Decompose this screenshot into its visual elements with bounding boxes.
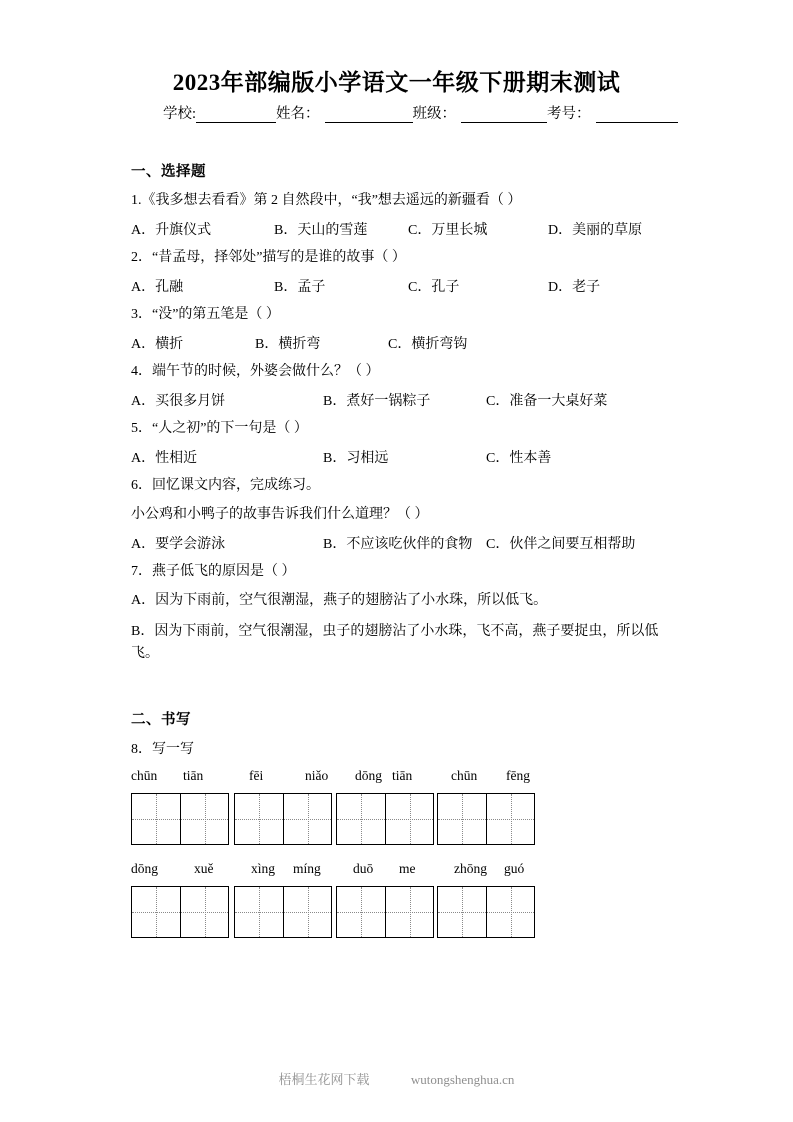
writing-cell[interactable] bbox=[385, 794, 433, 844]
writing-cell[interactable] bbox=[337, 887, 385, 937]
pinyin-1-2: tiān bbox=[183, 768, 204, 784]
option-3c[interactable]: C．横折弯钩 bbox=[388, 337, 468, 352]
field-school-label: 学校: bbox=[163, 106, 197, 122]
question-substem-6: 小公鸡和小鸭子的故事告诉我们什么道理？（ ） bbox=[131, 507, 429, 522]
writing-cell[interactable] bbox=[438, 794, 486, 844]
pinyin-row-1 bbox=[131, 768, 671, 788]
writing-cell[interactable] bbox=[132, 887, 180, 937]
writing-cell[interactable] bbox=[235, 794, 283, 844]
pinyin-row-2 bbox=[131, 861, 671, 881]
option-2b[interactable]: B．孟子 bbox=[274, 280, 326, 295]
writing-grid-pair-5[interactable] bbox=[131, 886, 229, 938]
pinyin-6-2: míng bbox=[293, 861, 321, 877]
field-school-blank[interactable] bbox=[196, 108, 276, 123]
question-stem-4: 4．端午节的时候，外婆会做什么？（ ） bbox=[131, 364, 380, 379]
writing-cell[interactable] bbox=[486, 794, 534, 844]
field-exam-number-blank[interactable] bbox=[596, 108, 678, 123]
exam-content bbox=[131, 160, 671, 954]
page-title: 2023年部编版小学语文一年级下册期末测试 bbox=[172, 70, 621, 95]
pinyin-1-1: chūn bbox=[131, 768, 158, 784]
pinyin-4-2: fēng bbox=[506, 768, 530, 784]
question-stem-7: 7．燕子低飞的原因是（ ） bbox=[131, 564, 296, 579]
field-class-label: 班级： bbox=[412, 106, 457, 122]
writing-cell[interactable] bbox=[235, 887, 283, 937]
question-stem-3: 3．“没”的第五笔是（ ） bbox=[131, 307, 280, 322]
option-6b[interactable]: B．不应该吃伙伴的食物 bbox=[323, 537, 473, 552]
option-5b[interactable]: B．习相远 bbox=[323, 451, 389, 466]
question-stem-8: 8．写一写 bbox=[131, 742, 194, 758]
option-1c[interactable]: C．万里长城 bbox=[408, 223, 488, 238]
pinyin-5-1: dōng bbox=[131, 861, 158, 877]
option-3a[interactable]: A．横折 bbox=[131, 337, 184, 352]
page-footer bbox=[0, 1069, 793, 1088]
writing-cell[interactable] bbox=[337, 794, 385, 844]
pinyin-2-2: niǎo bbox=[305, 768, 329, 784]
writing-grid-pair-2[interactable] bbox=[234, 793, 332, 845]
option-row-2 bbox=[131, 276, 671, 295]
option-1b[interactable]: B．天山的雪莲 bbox=[274, 223, 368, 238]
question-stem-2: 2．“昔孟母，择邻处”描写的是谁的故事（ ） bbox=[131, 250, 406, 265]
option-2a[interactable]: A．孔融 bbox=[131, 280, 184, 295]
pinyin-7-2: me bbox=[399, 861, 416, 877]
question-stem-1: 1.《我多想去看看》第 2 自然段中，“我”想去遥远的新疆看（ ） bbox=[131, 193, 522, 208]
writing-cell[interactable] bbox=[385, 887, 433, 937]
option-5a[interactable]: A．性相近 bbox=[131, 451, 198, 466]
option-5c[interactable]: C．性本善 bbox=[486, 451, 552, 466]
writing-cell[interactable] bbox=[180, 887, 228, 937]
option-row-3 bbox=[131, 333, 671, 352]
writing-cell[interactable] bbox=[486, 887, 534, 937]
option-6c[interactable]: C．伙伴之间要互相帮助 bbox=[486, 537, 636, 552]
option-1d[interactable]: D．美丽的草原 bbox=[548, 223, 643, 238]
grid-row-1 bbox=[131, 793, 671, 846]
writing-grid-pair-6[interactable] bbox=[234, 886, 332, 938]
writing-cell[interactable] bbox=[132, 794, 180, 844]
writing-grid-pair-7[interactable] bbox=[336, 886, 434, 938]
field-class bbox=[413, 102, 548, 123]
pinyin-5-2: xuě bbox=[194, 861, 214, 877]
pinyin-8-2: guó bbox=[504, 861, 525, 877]
field-name bbox=[276, 102, 413, 123]
pinyin-7-1: duō bbox=[353, 861, 374, 877]
writing-grid-pair-4[interactable] bbox=[437, 793, 535, 845]
option-row-1 bbox=[131, 219, 671, 238]
field-class-blank[interactable] bbox=[461, 108, 547, 123]
grid-row-2 bbox=[131, 886, 671, 939]
option-row-6 bbox=[131, 533, 671, 552]
pinyin-2-1: fēi bbox=[249, 768, 264, 784]
question-stem-6: 6．回忆课文内容，完成练习。 bbox=[131, 478, 320, 493]
section-spacer bbox=[131, 674, 671, 708]
field-name-blank[interactable] bbox=[325, 108, 413, 123]
field-exam-number bbox=[547, 102, 678, 123]
question-stem-5: 5．“人之初”的下一句是（ ） bbox=[131, 421, 308, 436]
option-7b[interactable]: B．因为下雨前，空气很潮湿，虫子的翅膀沾了小水珠，飞不高，燕子要捉虫，所以低飞。 bbox=[131, 623, 659, 662]
writing-grid-pair-1[interactable] bbox=[131, 793, 229, 845]
student-info-line bbox=[163, 102, 633, 123]
section-heading-writing: 二、书写 bbox=[131, 712, 191, 729]
option-4a[interactable]: A．买很多月饼 bbox=[131, 394, 226, 409]
footer-source: 梧桐生花网下载 bbox=[278, 1072, 370, 1087]
option-6a[interactable]: A．要学会游泳 bbox=[131, 537, 226, 552]
field-school bbox=[163, 102, 276, 123]
writing-cell[interactable] bbox=[438, 887, 486, 937]
option-1a[interactable]: A．升旗仪式 bbox=[131, 223, 212, 238]
pinyin-6-1: xìng bbox=[251, 861, 276, 877]
option-4b[interactable]: B．煮好一锅粽子 bbox=[323, 394, 431, 409]
writing-cell[interactable] bbox=[180, 794, 228, 844]
option-7a[interactable]: A．因为下雨前，空气很潮湿，燕子的翅膀沾了小水珠，所以低飞。 bbox=[131, 593, 548, 608]
section-heading-choice: 一、选择题 bbox=[131, 164, 206, 180]
pinyin-4-1: chūn bbox=[451, 768, 478, 784]
option-row-4 bbox=[131, 390, 671, 409]
field-name-label: 姓名： bbox=[276, 106, 320, 122]
option-4c[interactable]: C．准备一大桌好菜 bbox=[486, 394, 608, 409]
writing-cell[interactable] bbox=[283, 887, 331, 937]
pinyin-3-2: tiān bbox=[392, 768, 413, 784]
pinyin-3-1: dōng bbox=[355, 768, 382, 784]
option-2d[interactable]: D．老子 bbox=[548, 280, 601, 295]
option-3b[interactable]: B．横折弯 bbox=[255, 337, 321, 352]
writing-grid-pair-8[interactable] bbox=[437, 886, 535, 938]
option-2c[interactable]: C．孔子 bbox=[408, 280, 460, 295]
field-exam-number-label: 考号： bbox=[547, 106, 591, 122]
pinyin-8-1: zhōng bbox=[454, 861, 487, 877]
footer-site: wutongshenghua.cn bbox=[410, 1072, 515, 1087]
writing-cell[interactable] bbox=[283, 794, 331, 844]
writing-grid-pair-3[interactable] bbox=[336, 793, 434, 845]
option-row-5 bbox=[131, 447, 671, 466]
